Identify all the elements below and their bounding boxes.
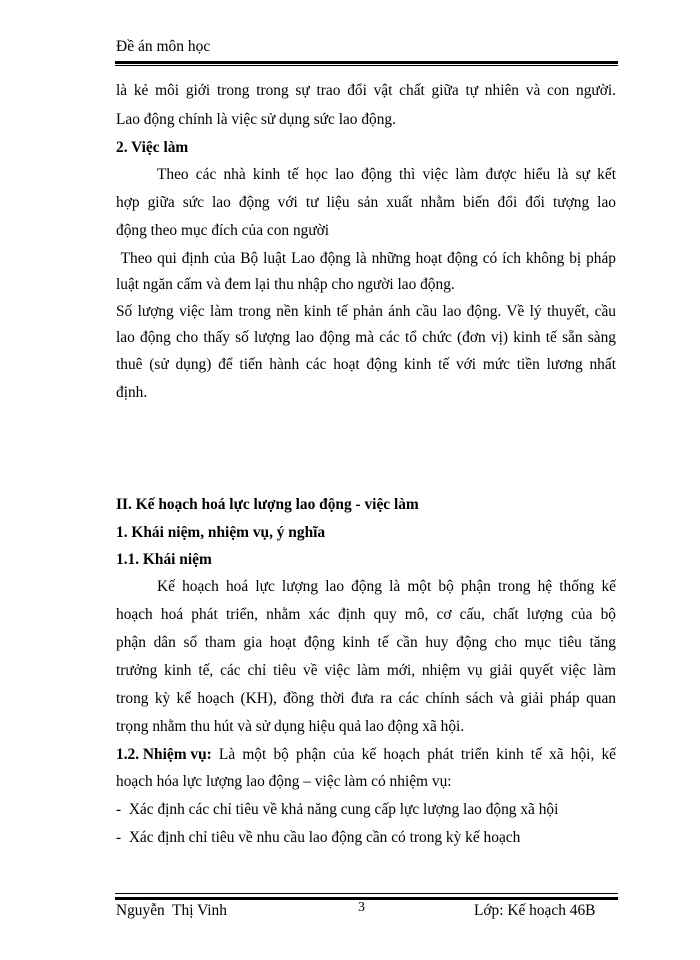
- footer-class: Lớp: Kế hoạch 46B: [474, 902, 596, 919]
- section-heading: 1.1. Khái niệm: [116, 551, 212, 568]
- text-line: hoạch hóa lực lượng lao động – việc làm có nhiệm vụ:: [116, 773, 452, 790]
- header-rule-thin: [115, 65, 618, 66]
- text-line: định.: [116, 384, 148, 401]
- footer-rule-thin: [115, 893, 618, 894]
- bullet-item: - Xác định các chỉ tiêu về khả năng cung cấp lực lượng lao động xã hội: [116, 801, 559, 818]
- text-span: Là một bộ phận của kế hoạch phát triển kinh tế xã hội, kế: [211, 746, 616, 763]
- text-line: trong kỳ kế hoạch (KH), đồng thời đưa ra các chính sách và giải pháp quan: [116, 690, 616, 707]
- text-line: Theo qui định của Bộ luật Lao động là những hoạt động có ích không bị pháp: [116, 250, 616, 267]
- page-number: 3: [358, 900, 365, 915]
- header-rule-thick: [115, 61, 618, 64]
- text-line: hoạch hoá phát triển, nhằm xác định quy mô, cơ cấu, chất lượng của bộ: [116, 606, 616, 623]
- text-line: trọng nhằm thu hút và sử dụng hiệu quả lao động xã hội.: [116, 718, 465, 735]
- text-line: Theo các nhà kinh tế học lao động thì việc làm được hiểu là sự kết: [157, 166, 616, 183]
- header-title: Đề án môn học: [116, 38, 211, 55]
- text-line: hợp giữa sức lao động với tư liệu sản xuất nhằm biến đổi đối tượng lao: [116, 194, 616, 211]
- text-line: Kế hoạch hoá lực lượng lao động là một bộ phận trong hệ thống kế: [157, 578, 616, 595]
- text-line: [116, 745, 616, 765]
- section-heading: II. Kế hoạch hoá lực lượng lao động - việc làm: [116, 496, 419, 513]
- text-line: luật ngăn cấm và đem lại thu nhập cho người lao động.: [116, 276, 455, 293]
- text-line: Lao động chính là việc sử dụng sức lao động.: [116, 111, 396, 128]
- text-line: động theo mục đích của con người: [116, 222, 330, 239]
- text-line: là kẻ môi giới trong trong sự trao đổi vật chất giữa tự nhiên và con người.: [116, 82, 616, 99]
- footer-author: Nguyễn Thị Vinh: [116, 902, 227, 919]
- text-line: phận dân số tham gia hoạt động kinh tế cần huy động cho mục tiêu tăng: [116, 634, 616, 651]
- text-line: trưởng kinh tế, các chỉ tiêu về việc làm mới, nhiệm vụ giải quyết việc làm: [116, 662, 616, 679]
- footer-rule-thick: [115, 897, 618, 900]
- section-heading: 1. Khái niệm, nhiệm vụ, ý nghĩa: [116, 524, 326, 541]
- inline-heading: 1.2. Nhiệm vụ:: [116, 746, 212, 763]
- text-line: lao động cho thấy số lượng lao động mà các tổ chức (đơn vị) kinh tế sẵn sàng: [116, 329, 616, 346]
- text-line: thuê (sử dụng) để tiến hành các hoạt động kinh tế với mức tiền lương nhất: [116, 356, 616, 373]
- text-line: Số lượng việc làm trong nền kinh tế phản ánh cầu lao động. Về lý thuyết, cầu: [116, 303, 616, 320]
- bullet-item: - Xác định chỉ tiêu về nhu cầu lao động cần có trong kỳ kế hoạch: [116, 829, 521, 846]
- section-heading: 2. Việc làm: [116, 139, 189, 156]
